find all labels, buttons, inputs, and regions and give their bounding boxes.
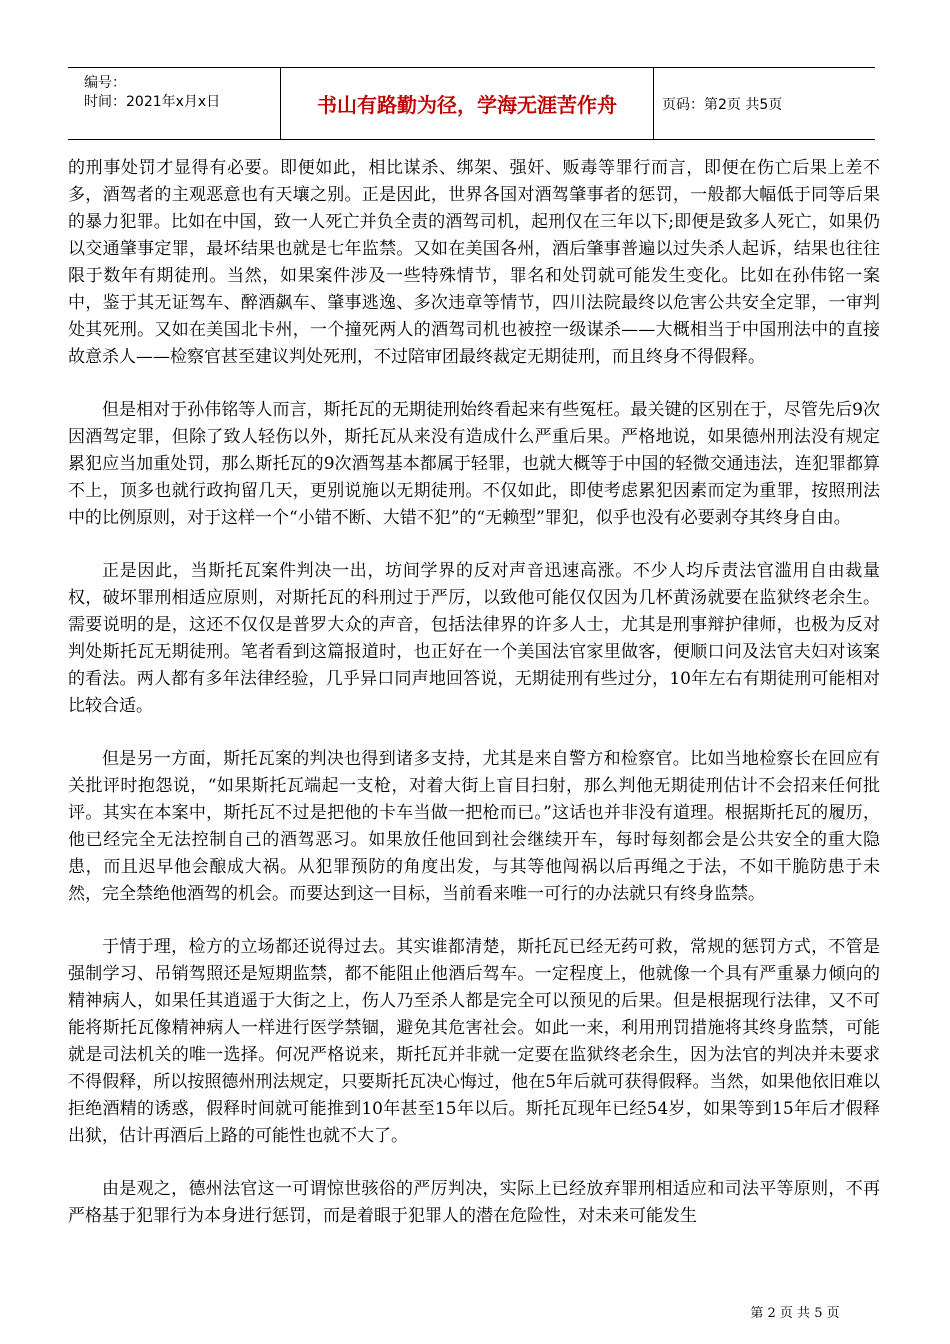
document-body <box>68 155 880 1256</box>
paragraph: 但是相对于孙伟铭等人而言，斯托瓦的无期徒刑始终看起来有些冤枉。最关键的区别在于，尽管先后9次因酒驾定罪，但除了致人轻伤以外，斯托瓦从来没有造成什么严重后果。严格地说，如果德州刑法没有规定累犯应当加重处罚，那么斯托瓦的9次酒驾基本都属于轻罪，也就大概等于中国的轻微交通违法，连犯罪都算不上，顶多也就行政拘留几天，更别说施以无期徒刑。不仅如此，即使考虑累犯因素而定为重罪，按照刑法中的比例原则，对于这样一个“小错不断、大错不犯”的“无赖型”罪犯，似乎也没有必要剥夺其终身自由。 <box>68 400 880 528</box>
header-page-info: 页码：第2页 共5页 <box>662 96 783 113</box>
page-header <box>68 67 875 140</box>
page-footer <box>0 1302 950 1321</box>
paragraph: 但是另一方面，斯托瓦案的判决也得到诸多支持，尤其是来自警方和检察官。比如当地检察长在回应有关批评时抱怨说，“如果斯托瓦端起一支枪，对着大街上盲目扫射，那么判他无期徒刑估计不会招来任何批评。其实在本案中，斯托瓦不过是把他的卡车当做一把枪而已。”这话也并非没有道理。根据斯托瓦的履历，他已经完全无法控制自己的酒驾恶习。如果放任他回到社会继续开车，每时每刻都会是公共安全的重大隐患，而且迟早他会酿成大祸。从犯罪预防的角度出发，与其等他闯祸以后再绳之于法，不如干脆防患于未然，完全禁绝他酒驾的机会。而要达到这一目标，当前看来唯一可行的办法就只有终身监禁。 <box>68 749 880 904</box>
paragraph: 于情于理，检方的立场都还说得过去。其实谁都清楚，斯托瓦已经无药可救，常规的惩罚方式，不管是强制学习、吊销驾照还是短期监禁，都不能阻止他酒后驾车。一定程度上，他就像一个具有严重暴力倾向的精神病人，如果任其逍遥于大街之上，伤人乃至杀人都是完全可以预见的后果。但是根据现行法律，又不可能将斯托瓦像精神病人一样进行医学禁锢，避免其危害社会。如此一来，利用刑罚措施将其终身监禁，可能就是司法机关的唯一选择。何况严格说来，斯托瓦并非就一定要在监狱终老余生，因为法官的判决并未要求不得假释，所以按照德州刑法规定，只要斯托瓦决心悔过，他在5年后就可获得假释。当然，如果他依旧难以拒绝酒精的诱惑，假释时间就可能推到10年甚至15年以后。斯托瓦现年已经54岁，如果等到15年后才假释出狱，估计再酒后上路的可能性也就不大了。 <box>68 937 880 1146</box>
header-meta <box>68 68 281 139</box>
header-motto: 书山有路勤为径，学海无涯苦作舟 <box>281 68 654 139</box>
document-date: 时间：2021年x月x日 <box>84 94 221 110</box>
paragraph: 正是因此，当斯托瓦案件判决一出，坊间学界的反对声音迅速高涨。不少人均斥责法官滥用自由裁量权，破坏罪刑相适应原则，对斯托瓦的科刑过于严厉，以致他可能仅仅因为几杯黄汤就要在监狱终老余生。需要说明的是，这还不仅仅是普罗大众的声音，包括法律界的许多人士，尤其是刑事辩护律师，也极为反对判处斯托瓦无期徒刑。笔者看到这篇报道时，也正好在一个美国法官家里做客，便顺口问及法官夫妇对该案的看法。两人都有多年法律经验，几乎异口同声地回答说，无期徒刑有些过分，10年左右有期徒刑可能相对比较合适。 <box>68 561 880 716</box>
paragraph: 由是观之，德州法官这一可谓惊世骇俗的严厉判决，实际上已经放弃罪刑相适应和司法平等原则，不再严格基于犯罪行为本身进行惩罚，而是着眼于犯罪人的潜在危险性，对未来可能发生 <box>68 1179 880 1226</box>
paragraph: 的刑事处罚才显得有必要。即便如此，相比谋杀、绑架、强奸、贩毒等罪行而言，即便在伤亡后果上差不多，酒驾者的主观恶意也有天壤之别。正是因此，世界各国对酒驾肇事者的惩罚，一般都大幅低于同等后果的暴力犯罪。比如在中国，致一人死亡并负全责的酒驾司机，起刑仅在三年以下;即便是致多人死亡，如果仍以交通肇事定罪，最坏结果也就是七年监禁。又如在美国各州，酒后肇事普遍以过失杀人起诉，结果也往往限于数年有期徒刑。当然，如果案件涉及一些特殊情节，罪名和处罚就可能发生变化。比如在孙伟铭一案中，鉴于其无证驾车、醉酒飙车、肇事逃逸、多次违章等情节，四川法院最终以危害公共安全定罪，一审判处其死刑。又如在美国北卡州，一个撞死两人的酒驾司机也被控一级谋杀——大概相当于中国刑法中的直接故意杀人——检察官甚至建议判处死刑，不过陪审团最终裁定无期徒刑，而且终身不得假释。 <box>68 158 880 367</box>
page-number: 第 2 页 共 5 页 <box>750 1306 840 1321</box>
document-number: 编号： <box>84 75 126 91</box>
